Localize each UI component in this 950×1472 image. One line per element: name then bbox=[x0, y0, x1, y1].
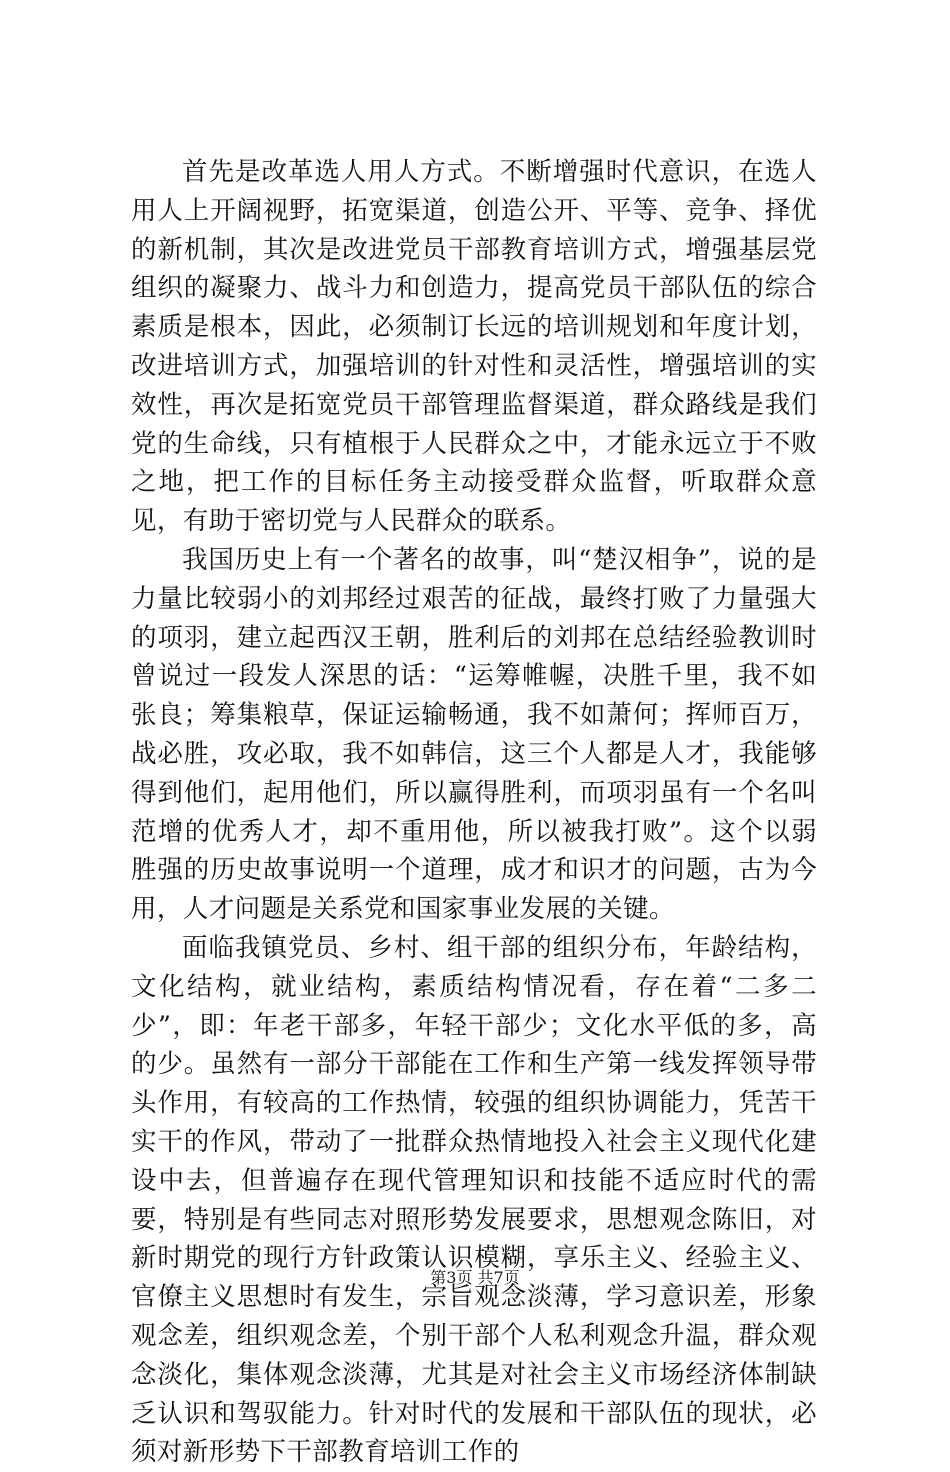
paragraph-cadre-structure: 面临我镇党员、乡村、组干部的组织分布，年龄结构，文化结构，就业结构，素质结构情况看，存在着“二多二少”，即：年老干部多，年轻干部少；文化水平低的多，高的少。虽然有一部分干部能在工作和生产第一线发挥领导带头作用，有较高的工作热情，较强的组织协调能力，凭苦干实干的作风，带动了一批群众热情地投入社会主义现代化建设中去，但普遍存在现代管理知识和技能不适应时代的需要，特别是有些同志对照形势发展要求，思想观念陈旧，对新时期党的现行方针政策认识模糊，享乐主义、经验主义、官僚主义思想时有发生，宗旨观念淡薄，学习意识差，形象观念差，组织观念差，个别干部个人私利观念升温，群众观念淡化，集体观念淡薄，尤其是对社会主义市场经济体制缺乏认识和驾驭能力。针对时代的发展和干部队伍的现状，必须对新形势下干部教育培训工作的 bbox=[131, 932, 817, 1468]
paragraph-chu-han-story: 我国历史上有一个著名的故事，叫“楚汉相争”，说的是力量比较弱小的刘邦经过艰苦的征战，最终打败了力量强大的项羽，建立起西汉王朝，胜利后的刘邦在总结经验教训时曾说过一段发人深思的话：“运筹帷幄，决胜千里，我不如张良；筹集粮草，保证运输畅通，我不如萧何；挥师百万，战必胜，攻必取，我不如韩信，这三个人都是人才，我能够得到他们，起用他们，所以赢得胜利，而项羽虽有一个名叫范增的优秀人才，却不重用他，所以被我打败”。这个以弱胜强的历史故事说明一个道理，成才和识才的问题，古为今用，人才问题是关系党和国家事业发展的关键。 bbox=[131, 544, 817, 925]
page-number-indicator: 第3页 共7页 bbox=[430, 1268, 520, 1287]
page-footer bbox=[0, 1268, 950, 1288]
paragraph-cadre-selection: 首先是改革选人用人方式。不断增强时代意识，在选人用人上开阔视野，拓宽渠道，创造公开、平等、竞争、择优的新机制，其次是改进党员干部教育培训方式，增强基层党组织的凝聚力、战斗力和创造力，提高党员干部队伍的综合素质是根本，因此，必须制订长远的培训规划和年度计划，改进培训方式，加强培训的针对性和灵活性，增强培训的实效性，再次是拓宽党员干部管理监督渠道，群众路线是我们党的生命线，只有植根于人民群众之中，才能永远立于不败之地，把工作的目标任务主动接受群众监督，听取群众意见，有助于密切党与人民群众的联系。 bbox=[131, 157, 817, 537]
